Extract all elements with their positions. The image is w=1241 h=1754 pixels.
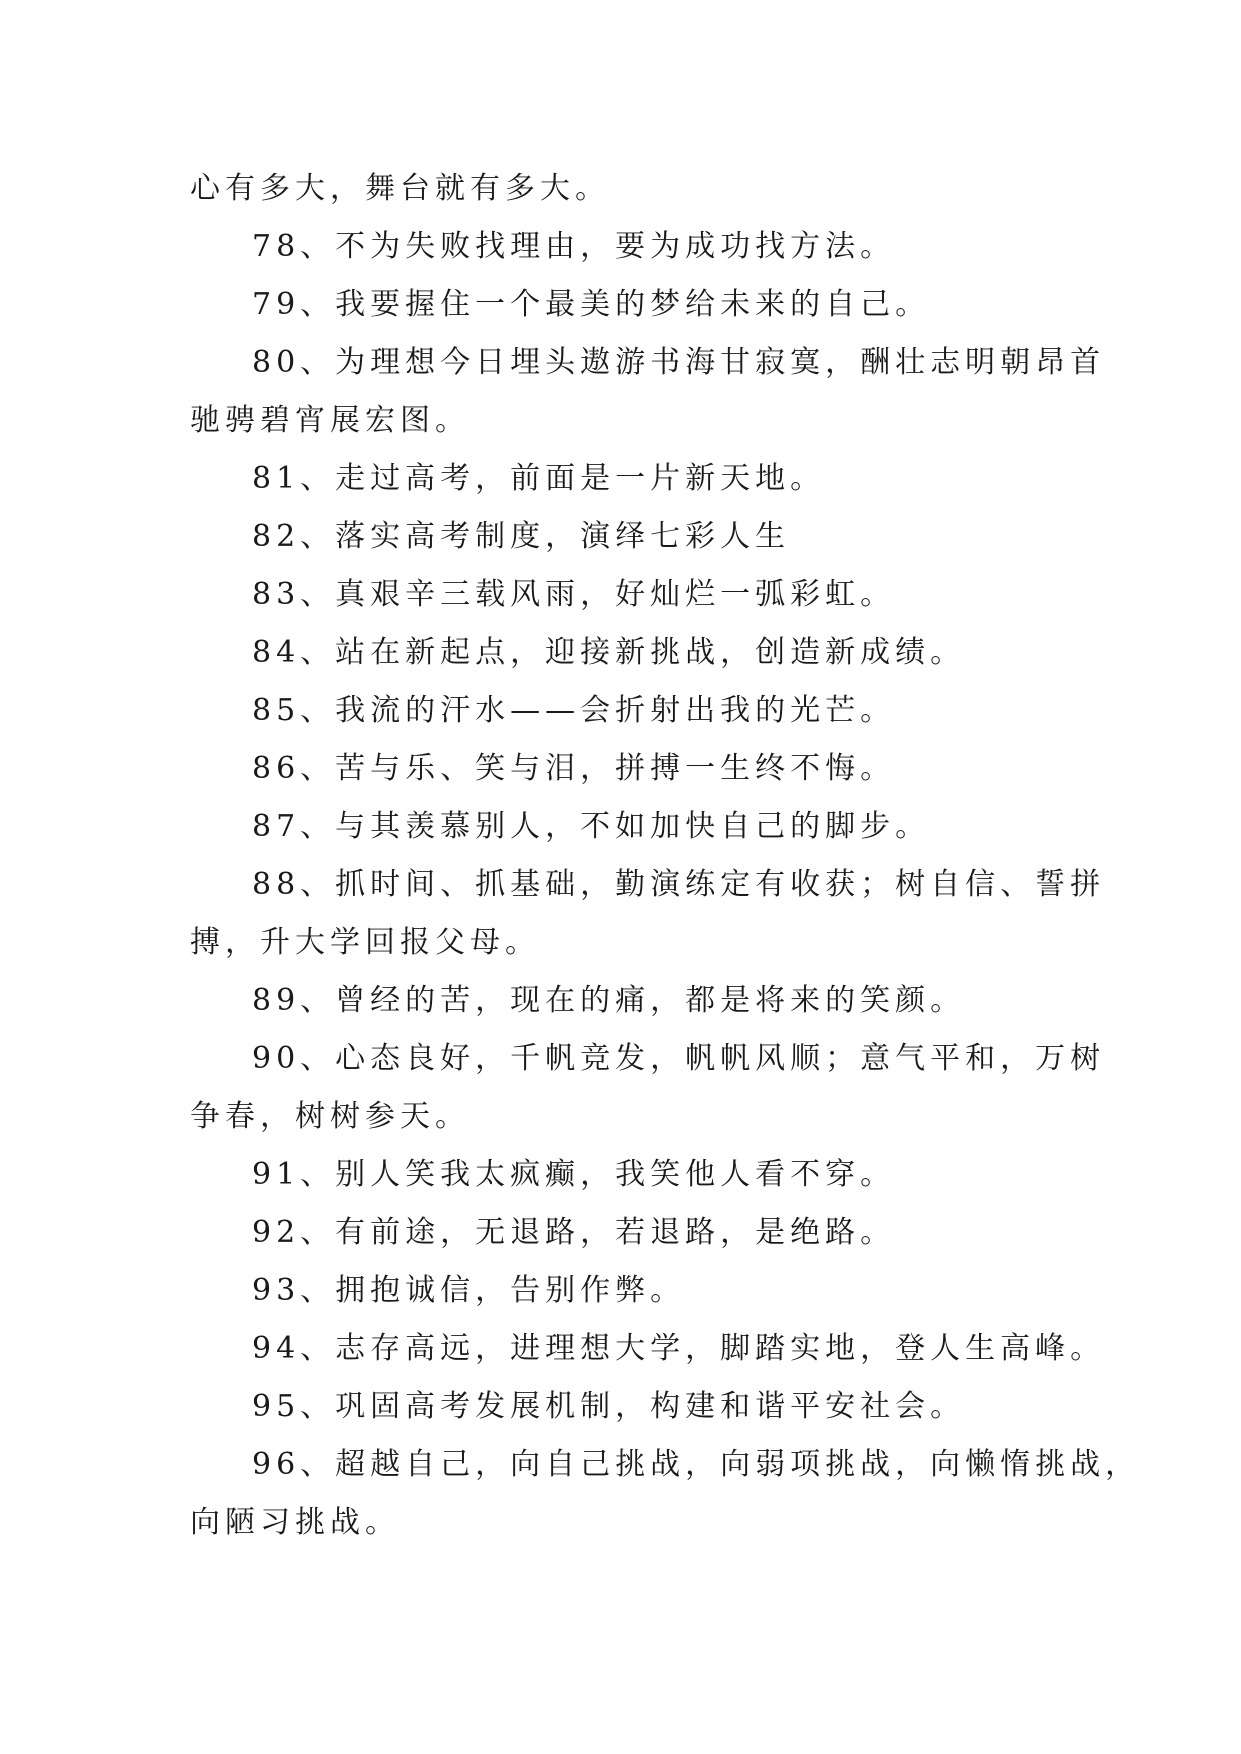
document-page	[190, 160, 1141, 1552]
text-line: 82、落实高考制度，演绎七彩人生	[252, 519, 791, 554]
text-line: 93、拥抱诚信，告别作弊。	[252, 1273, 686, 1308]
text-line: 86、苦与乐、笑与泪，拼搏一生终不悔。	[252, 751, 896, 786]
text-line: 88、抓时间、抓基础，勤演练定有收获；树自信、誓拼	[252, 867, 1106, 902]
text-line: 83、真艰辛三载风雨，好灿烂一弧彩虹。	[252, 577, 896, 612]
text-line: 87、与其羡慕别人，不如加快自己的脚步。	[252, 809, 931, 844]
text-line: 90、心态良好，千帆竞发，帆帆风顺；意气平和，万树	[252, 1041, 1106, 1076]
text-line: 84、站在新起点，迎接新挑战，创造新成绩。	[252, 635, 966, 670]
text-line: 85、我流的汗水——会折射出我的光芒。	[252, 693, 896, 728]
text-line: 78、不为失败找理由，要为成功找方法。	[252, 229, 896, 264]
text-line: 心有多大，舞台就有多大。	[190, 171, 610, 206]
text-line: 81、走过高考，前面是一片新天地。	[252, 461, 826, 496]
text-line: 94、志存高远，进理想大学，脚踏实地，登人生高峰。	[252, 1331, 1106, 1366]
text-line: 96、超越自己，向自己挑战，向弱项挑战，向懒惰挑战，	[252, 1447, 1141, 1482]
text-line: 89、曾经的苦，现在的痛，都是将来的笑颜。	[252, 983, 966, 1018]
text-line: 向陋习挑战。	[190, 1505, 400, 1540]
text-line: 95、巩固高考发展机制，构建和谐平安社会。	[252, 1389, 966, 1424]
text-line: 79、我要握住一个最美的梦给未来的自己。	[252, 287, 931, 322]
text-line: 80、为理想今日埋头遨游书海甘寂寞，酬壮志明朝昂首	[252, 345, 1106, 380]
text-line: 驰骋碧宵展宏图。	[190, 403, 470, 438]
text-line: 92、有前途，无退路，若退路，是绝路。	[252, 1215, 896, 1250]
text-line: 91、别人笑我太疯癫，我笑他人看不穿。	[252, 1157, 896, 1192]
text-line: 争春，树树参天。	[190, 1099, 470, 1134]
text-line: 搏，升大学回报父母。	[190, 925, 540, 960]
